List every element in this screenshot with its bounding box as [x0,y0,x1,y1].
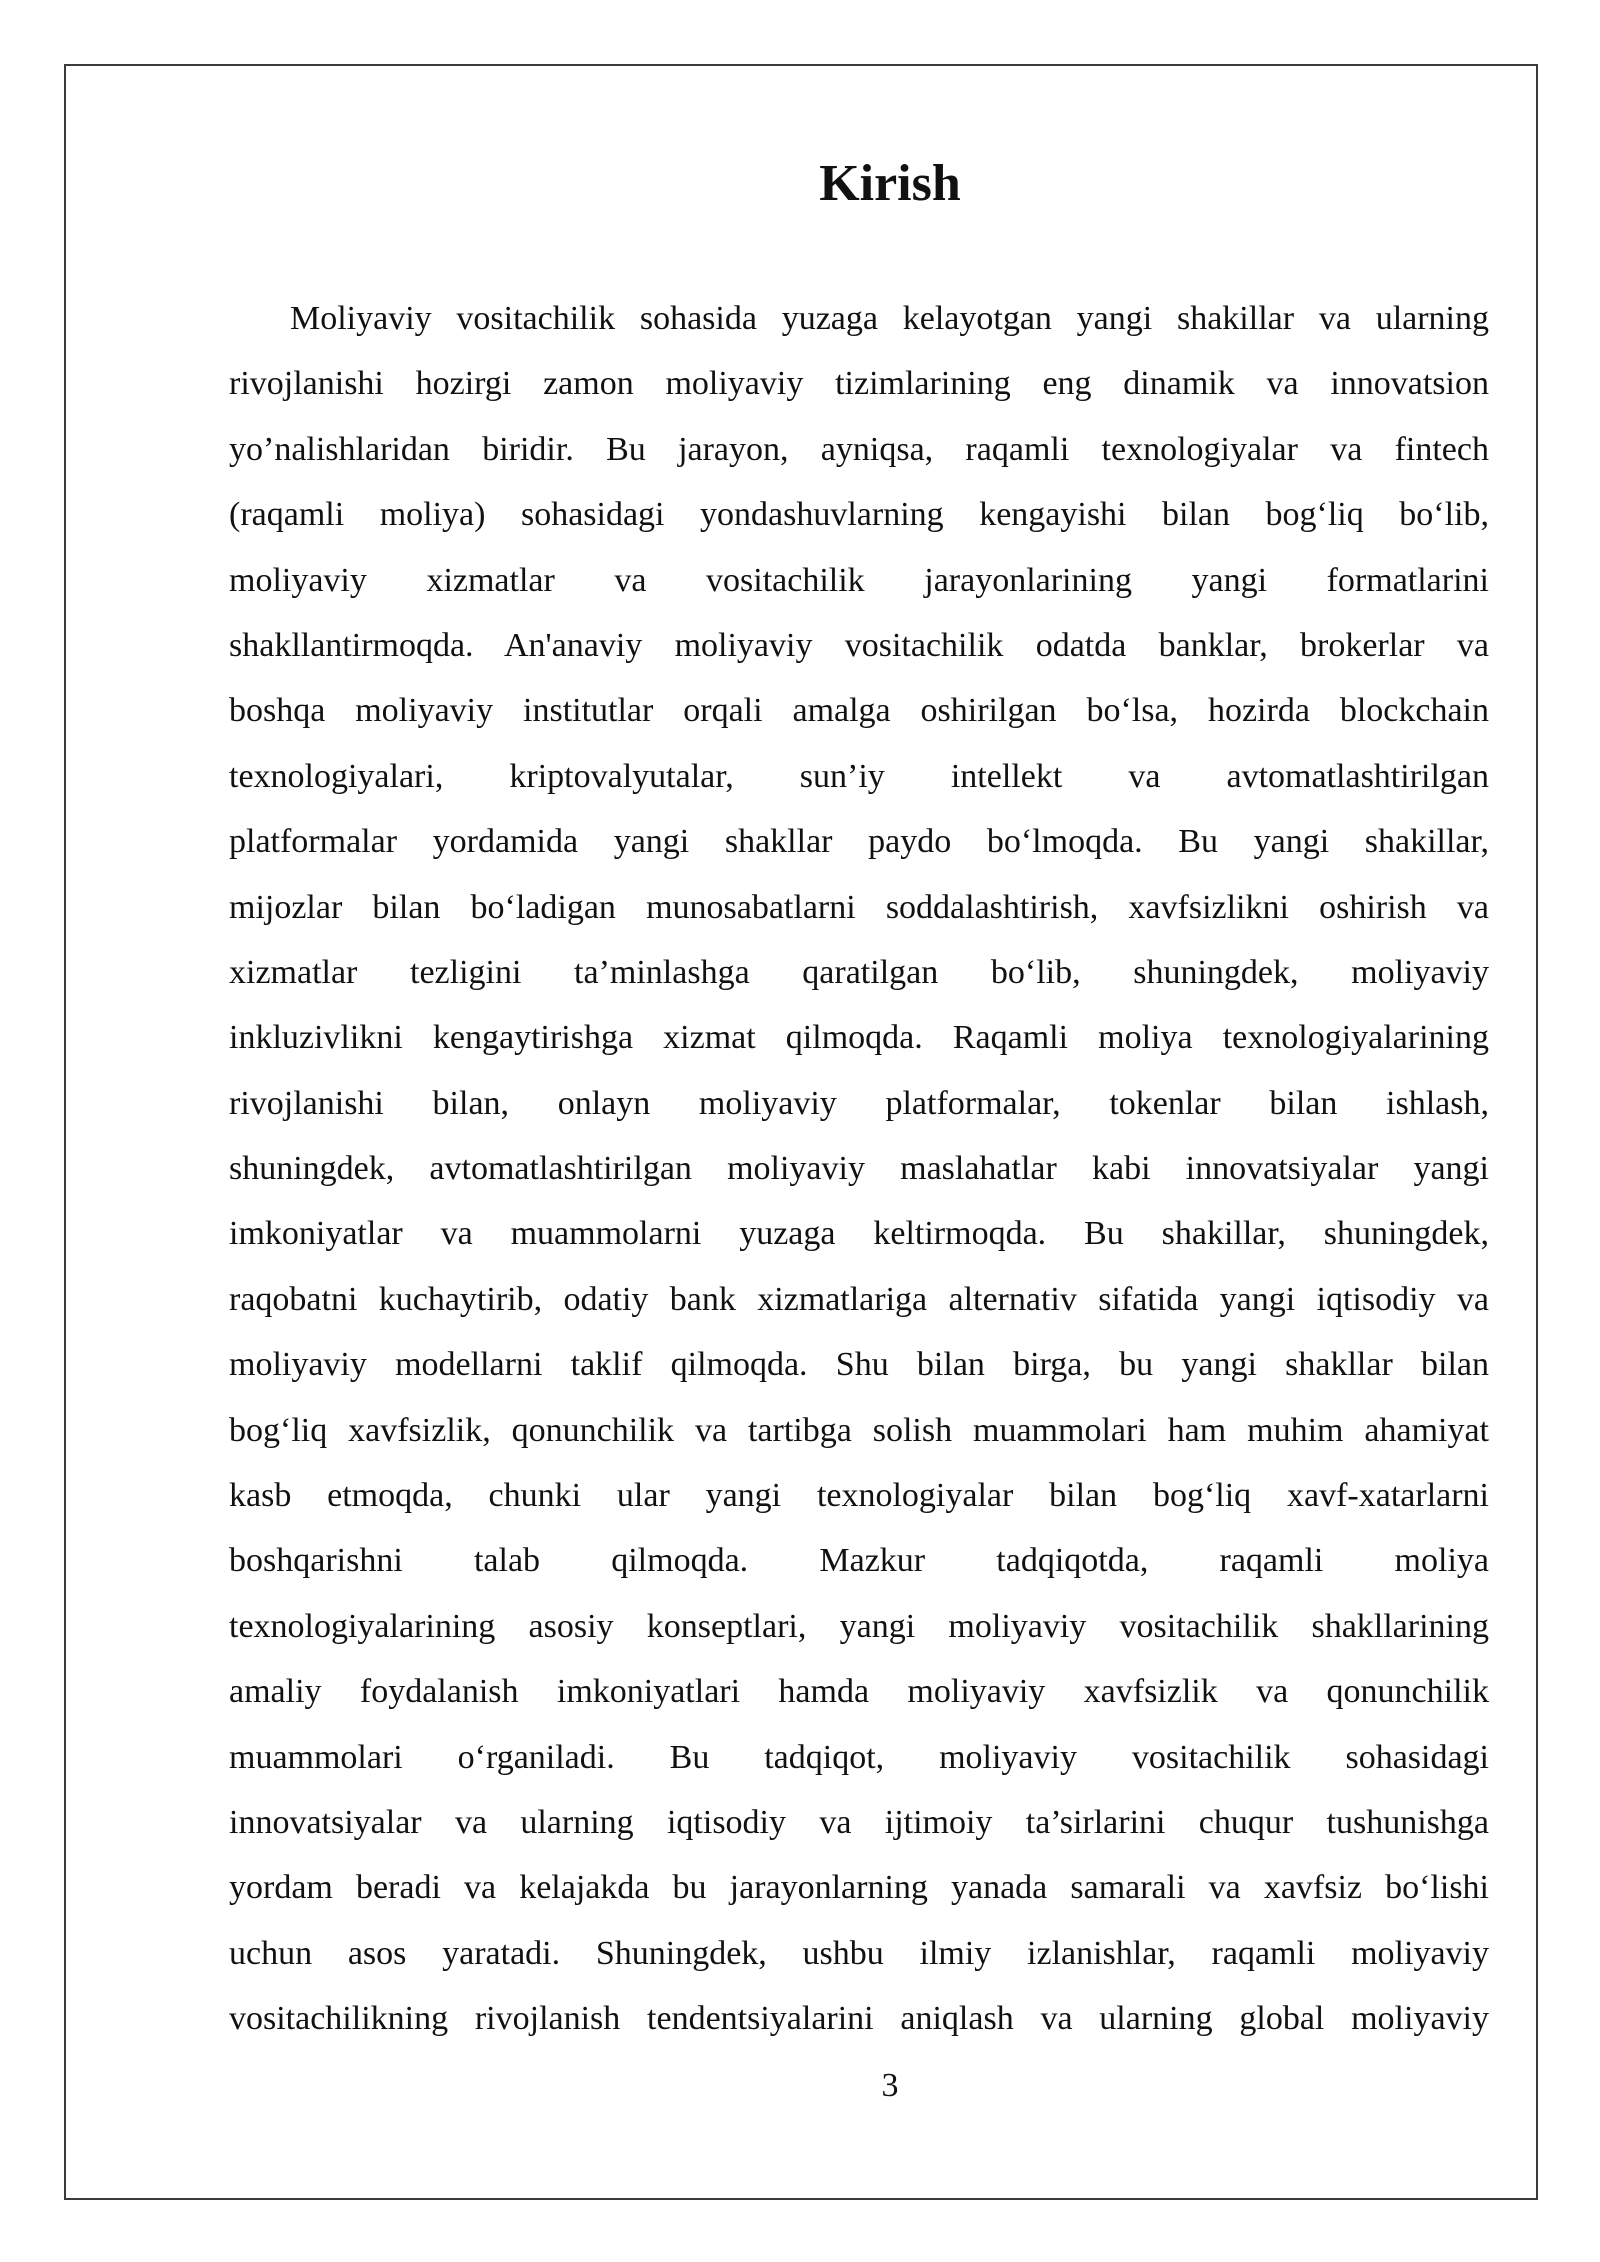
body-paragraph [229,286,1489,2052]
paragraph-line: yo’nalishlaridan biridir. Bu jarayon, ayniqsa, raqamli texnologiyalar va fintech [229,430,1489,468]
paragraph-line: texnologiyalari, kriptovalyutalar, sun’iy intellekt va avtomatlashtirilgan [229,757,1489,795]
paragraph-line: mijozlar bilan bo‘ladigan munosabatlarni soddalashtirish, xavfsizlikni oshirish va [229,888,1489,926]
paragraph-line: shuningdek, avtomatlashtirilgan moliyaviy maslahatlar kabi innovatsiyalar yangi [229,1150,1489,1188]
paragraph-line: imkoniyatlar va muammolarni yuzaga keltirmoqda. Bu shakillar, shuningdek, [229,1215,1489,1253]
paragraph-line: kasb etmoqda, chunki ular yangi texnologiyalar bilan bog‘liq xavf-xatarlarni [229,1477,1489,1515]
paragraph-line: rivojlanishi bilan, onlayn moliyaviy platformalar, tokenlar bilan ishlash, [229,1084,1489,1122]
paragraph-line: raqobatni kuchaytirib, odatiy bank xizmatlariga alternativ sifatida yangi iqtisodiy va [229,1280,1489,1318]
paragraph-line: amaliy foydalanish imkoniyatlari hamda moliyaviy xavfsizlik va qonunchilik [229,1673,1489,1711]
paragraph-line: platformalar yordamida yangi shakllar paydo bo‘lmoqda. Bu yangi shakillar, [229,823,1489,861]
paragraph-line: innovatsiyalar va ularning iqtisodiy va ijtimoiy ta’sirlarini chuqur tushunishga [229,1803,1489,1841]
paragraph-line: yordam beradi va kelajakda bu jarayonlarning yanada samarali va xavfsiz bo‘lishi [229,1869,1489,1907]
page-title: Kirish [819,155,961,212]
paragraph-line: boshqa moliyaviy institutlar orqali amalga oshirilgan bo‘lsa, hozirda blockchain [229,692,1489,730]
paragraph-line: moliyaviy xizmatlar va vositachilik jarayonlarining yangi formatlarini [229,561,1489,599]
paragraph-line: bog‘liq xavfsizlik, qonunchilik va tartibga solish muammolari ham muhim ahamiyat [229,1411,1489,1449]
paragraph-line: (raqamli moliya) sohasidagi yondashuvlarning kengayishi bilan bog‘liq bo‘lib, [229,496,1489,534]
page-number: 3 [881,2067,899,2104]
paragraph-line: moliyaviy modellarni taklif qilmoqda. Shu bilan birga, bu yangi shakllar bilan [229,1346,1489,1384]
paragraph-line: vositachilikning rivojlanish tendentsiyalarini aniqlash va ularning global moliyaviy [229,2000,1489,2038]
paragraph-line: texnologiyalarining asosiy konseptlari, yangi moliyaviy vositachilik shakllarining [229,1607,1489,1645]
paragraph-line: rivojlanishi hozirgi zamon moliyaviy tizimlarining eng dinamik va innovatsion [229,365,1489,403]
paragraph-line: boshqarishni talab qilmoqda. Mazkur tadqiqotda, raqamli moliya [229,1542,1489,1580]
paragraph-line: uchun asos yaratadi. Shuningdek, ushbu ilmiy izlanishlar, raqamli moliyaviy [229,1934,1489,1972]
paragraph-line: xizmatlar tezligini ta’minlashga qaratilgan bo‘lib, shuningdek, moliyaviy [229,953,1489,991]
paragraph-line: Moliyaviy vositachilik sohasida yuzaga kelayotgan yangi shakillar va ularning [290,300,1489,337]
paragraph-line: inkluzivlikni kengaytirishga xizmat qilmoqda. Raqamli moliya texnologiyalarining [229,1019,1489,1057]
paragraph-line: muammolari o‘rganiladi. Bu tadqiqot, moliyaviy vositachilik sohasidagi [229,1738,1489,1776]
paragraph-line: shakllantirmoqda. An'anaviy moliyaviy vositachilik odatda banklar, brokerlar va [229,626,1489,664]
